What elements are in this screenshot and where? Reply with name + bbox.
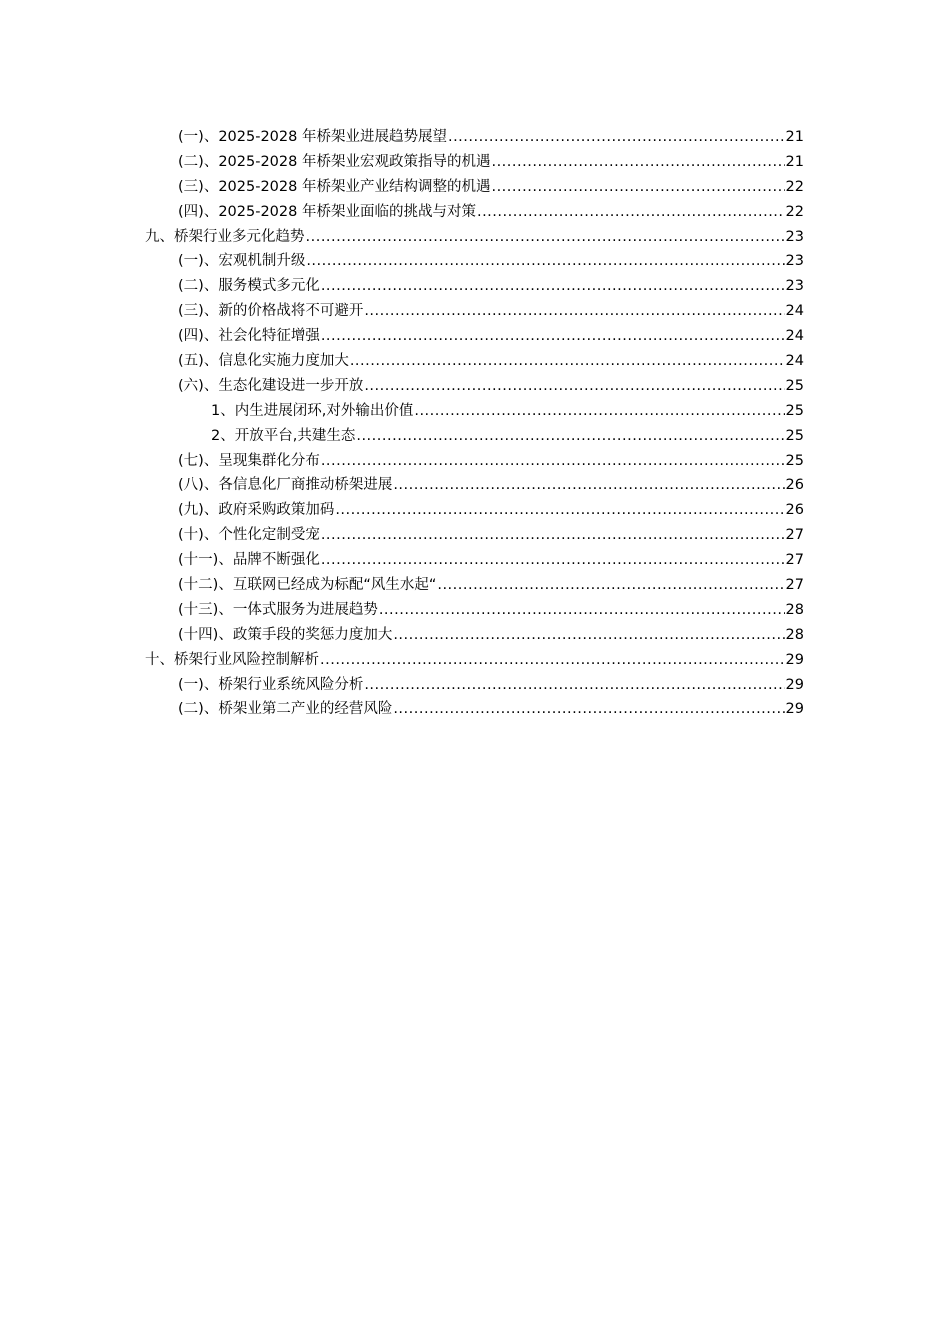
toc-entry-title: (十一)、品牌不断强化	[178, 552, 320, 569]
toc-entry[interactable]	[0, 523, 950, 548]
toc-dot-leader	[491, 150, 784, 175]
toc-entry[interactable]	[0, 573, 950, 598]
toc-dot-leader	[393, 623, 784, 648]
toc-dot-leader	[350, 349, 785, 374]
toc-entry[interactable]	[0, 150, 950, 175]
toc-dot-leader	[414, 399, 784, 424]
toc-entry-page: 29	[785, 701, 804, 718]
toc-dot-leader	[321, 548, 785, 573]
toc-entry[interactable]	[0, 125, 950, 150]
toc-dot-leader	[448, 125, 785, 150]
toc-entry-page: 23	[785, 278, 804, 295]
toc-dot-leader	[321, 324, 785, 349]
toc-entry-page: 23	[785, 228, 804, 245]
toc-entry-title: 2、开放平台,共建生态	[211, 427, 356, 444]
toc-dot-leader	[306, 249, 784, 274]
toc-entry-title: 十、桥架行业风险控制解析	[145, 651, 319, 668]
toc-entry-title: (二)、2025-2028 年桥架业宏观政策指导的机遇	[178, 153, 491, 170]
toc-entry-title: (九)、政府采购政策加码	[178, 502, 335, 519]
toc-entry[interactable]	[0, 697, 950, 722]
toc-entry[interactable]	[0, 200, 950, 225]
toc-entry-title: (一)、宏观机制升级	[178, 253, 306, 270]
toc-dot-leader	[393, 697, 784, 722]
toc-entry[interactable]	[0, 249, 950, 274]
toc-entry[interactable]	[0, 374, 950, 399]
toc-entry-page: 29	[785, 676, 804, 693]
toc-entry[interactable]	[0, 473, 950, 498]
toc-entry-title: (二)、服务模式多元化	[178, 278, 320, 295]
toc-entry-title: (四)、2025-2028 年桥架业面临的挑战与对策	[178, 203, 476, 220]
toc-entry[interactable]	[0, 623, 950, 648]
toc-chapter-entry[interactable]	[0, 648, 950, 673]
toc-entry[interactable]	[0, 673, 950, 698]
toc-entry-page: 24	[785, 328, 804, 345]
toc-entry-page: 24	[785, 303, 804, 320]
table-of-contents	[0, 125, 950, 722]
toc-entry-title: (四)、社会化特征增强	[178, 328, 320, 345]
toc-entry-title: (一)、桥架行业系统风险分析	[178, 676, 364, 693]
toc-dot-leader	[393, 473, 784, 498]
toc-entry[interactable]	[0, 598, 950, 623]
toc-entry-page: 26	[785, 502, 804, 519]
toc-entry-title: 1、内生进展闭环,对外输出价值	[211, 402, 414, 419]
toc-entry-page: 21	[785, 153, 804, 170]
toc-entry-page: 25	[785, 427, 804, 444]
toc-entry-page: 28	[785, 626, 804, 643]
toc-entry-page: 25	[785, 377, 804, 394]
toc-dot-leader	[321, 523, 785, 548]
toc-entry-page: 26	[785, 477, 804, 494]
toc-entry[interactable]	[0, 349, 950, 374]
toc-entry-page: 25	[785, 402, 804, 419]
toc-entry-page: 22	[785, 203, 804, 220]
toc-dot-leader	[477, 200, 785, 225]
toc-entry-page: 27	[785, 552, 804, 569]
toc-entry-title: (三)、2025-2028 年桥架业产业结构调整的机遇	[178, 178, 491, 195]
toc-entry-page: 25	[785, 452, 804, 469]
toc-entry[interactable]	[0, 175, 950, 200]
toc-entry[interactable]	[0, 449, 950, 474]
toc-dot-leader	[379, 598, 785, 623]
toc-entry-title: (五)、信息化实施力度加大	[178, 353, 349, 370]
toc-entry-title: (十三)、一体式服务为进展趋势	[178, 601, 378, 618]
toc-entry[interactable]	[0, 498, 950, 523]
toc-dot-leader	[491, 175, 784, 200]
toc-entry[interactable]	[0, 274, 950, 299]
toc-entry-page: 27	[785, 527, 804, 544]
toc-entry-title: (八)、各信息化厂商推动桥架进展	[178, 477, 393, 494]
toc-dot-leader	[321, 274, 785, 299]
toc-entry-title: (一)、2025-2028 年桥架业进展趋势展望	[178, 129, 447, 145]
toc-subentry[interactable]	[0, 399, 950, 424]
toc-dot-leader	[306, 225, 785, 250]
toc-entry[interactable]	[0, 548, 950, 573]
toc-entry-title: (十四)、政策手段的奖惩力度加大	[178, 626, 393, 643]
toc-chapter-entry[interactable]	[0, 225, 950, 250]
toc-entry-title: (十)、个性化定制受宠	[178, 527, 320, 544]
toc-subentry[interactable]	[0, 424, 950, 449]
toc-entry[interactable]	[0, 299, 950, 324]
toc-entry-page: 23	[785, 253, 804, 270]
toc-dot-leader	[335, 498, 784, 523]
toc-dot-leader	[437, 573, 784, 598]
toc-dot-leader	[364, 673, 784, 698]
toc-entry-page: 22	[785, 178, 804, 195]
toc-entry-title: (六)、生态化建设进一步开放	[178, 377, 364, 394]
toc-dot-leader	[321, 449, 785, 474]
toc-entry[interactable]	[0, 324, 950, 349]
toc-dot-leader	[364, 299, 784, 324]
toc-entry-title: 九、桥架行业多元化趋势	[145, 228, 305, 245]
toc-dot-leader	[356, 424, 784, 449]
toc-entry-title: (十二)、互联网已经成为标配“风生水起“	[178, 577, 437, 594]
toc-entry-title: (三)、新的价格战将不可避开	[178, 303, 364, 320]
toc-entry-page: 21	[785, 129, 804, 145]
toc-entry-page: 27	[785, 577, 804, 594]
toc-entry-title: (二)、桥架业第二产业的经营风险	[178, 701, 393, 718]
toc-dot-leader	[364, 374, 784, 399]
toc-entry-page: 28	[785, 601, 804, 618]
toc-entry-title: (七)、呈现集群化分布	[178, 452, 320, 469]
toc-entry-page: 29	[785, 651, 804, 668]
toc-dot-leader	[320, 648, 785, 673]
toc-entry-page: 24	[785, 353, 804, 370]
